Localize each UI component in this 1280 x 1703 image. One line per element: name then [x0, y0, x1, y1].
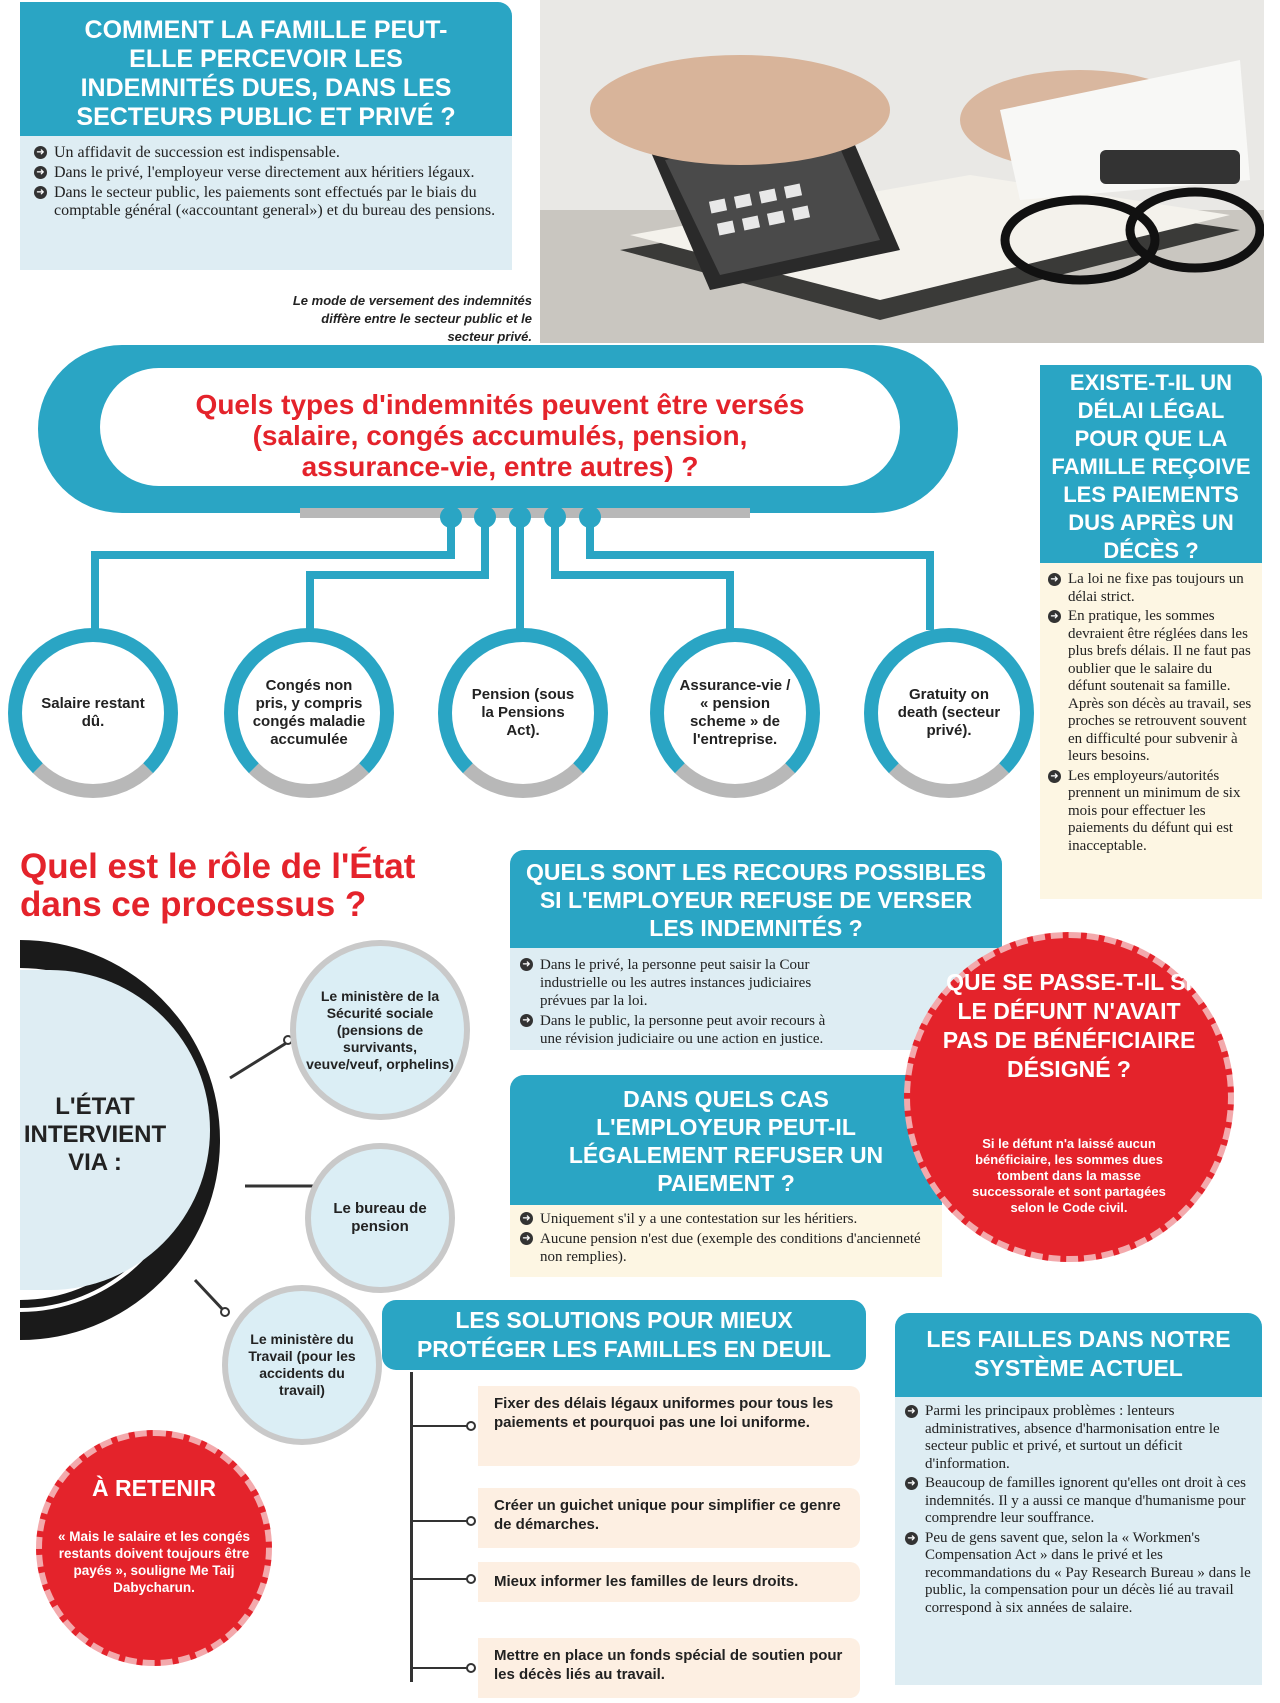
famille-title: COMMENT LA FAMILLE PEUT-ELLE PERCEVOIR LES INDEMNITÉS DUES, DANS LES SECTEURS PUBLIC ET PRIVÉ ? [20, 2, 512, 136]
solutions-tick [410, 1667, 470, 1669]
retenir-body: « Mais le salaire et les congés restants doivent toujours être payés », souligne Me Taij Dabycharun. [57, 1529, 251, 1595]
arrow-icon: ➜ [520, 1014, 533, 1027]
failles-bullets [905, 1403, 1252, 1617]
solutions-dot [466, 1663, 476, 1673]
arrow-icon: ➜ [905, 1532, 918, 1545]
arrow-icon: ➜ [520, 958, 533, 971]
solution-item: Mettre en place un fonds spécial de soutien pour les décès liés au travail. [478, 1638, 860, 1698]
type-salaire-circle: Salaire restant dû. [8, 628, 178, 798]
etat-center-label: L'ÉTAT INTERVIENT VIA : [23, 1093, 167, 1176]
arrow-icon: ➜ [1048, 610, 1061, 623]
solutions-title: LES SOLUTIONS POUR MIEUX PROTÉGER LES FAMILLES EN DEUIL [382, 1300, 866, 1370]
photo-illustration [540, 0, 1264, 343]
solutions-dot [466, 1421, 476, 1431]
beneficiaire-body: Si le défunt n'a laissé aucun bénéficiaire, les sommes dues tombent dans la masse successorale et sont partagées selon le Code civil. [972, 1136, 1166, 1215]
failles-title: LES FAILLES DANS NOTRE SYSTÈME ACTUEL [895, 1313, 1262, 1397]
solutions-tick [410, 1425, 470, 1427]
etat-bureau-circle: Le bureau de pension [305, 1143, 455, 1293]
delai-bullet: ➜ La loi ne fixe pas toujours un délai strict. [1048, 571, 1254, 606]
arrow-icon: ➜ [905, 1405, 918, 1418]
famille-box [20, 2, 512, 270]
solution-item: Mieux informer les familles de leurs droits. [478, 1562, 860, 1602]
arrow-icon: ➜ [34, 146, 47, 159]
recours-bullet: ➜ Dans le privé, la personne peut saisir la Cour industrielle ou les autres instances judiciaires prévues par la loi. [520, 956, 842, 1010]
delai-box [1040, 365, 1262, 899]
famille-body [20, 136, 512, 270]
failles-box [895, 1313, 1262, 1685]
delai-bullets [1048, 571, 1254, 855]
etat-title: Quel est le rôle de l'État dans ce processus ? [20, 847, 416, 924]
solutions-line [410, 1372, 413, 1682]
refus-bullet: ➜ Uniquement s'il y a une contestation sur les héritiers. [520, 1210, 932, 1228]
delai-bullet: ➜ Les employeurs/autorités prennent un minimum de six mois pour effectuer les paiements du défunt qui est inacceptable. [1048, 768, 1254, 856]
failles-body [895, 1397, 1262, 1685]
refus-bullet: ➜ Aucune pension n'est due (exemple des conditions d'ancienneté non remplies). [520, 1230, 932, 1266]
recours-title: QUELS SONT LES RECOURS POSSIBLES SI L'EMPLOYEUR REFUSE DE VERSER LES INDEMNITÉS ? [510, 850, 1002, 948]
arrow-icon: ➜ [1048, 770, 1061, 783]
refus-bullets [520, 1210, 932, 1266]
beneficiaire-title: QUE SE PASSE-T-IL SI LE DÉFUNT N'AVAIT PAS DE BÉNÉFICIAIRE DÉSIGNÉ ? [942, 969, 1196, 1082]
solution-item: Créer un guichet unique pour simplifier ce genre de démarches. [478, 1488, 860, 1548]
arrow-icon: ➜ [1048, 573, 1061, 586]
calculator-photo [540, 0, 1264, 343]
arrow-icon: ➜ [34, 166, 47, 179]
retenir-title: À RETENIR [92, 1475, 216, 1501]
type-assurance-circle: Assurance-vie / « pension scheme » de l'entreprise. [650, 628, 820, 798]
failles-bullet: ➜ Beaucoup de familles ignorent qu'elles ont droit à ces indemnités. Il y a aussi ce manque d'humanisme pour comprendre leur souffrance. [905, 1475, 1252, 1528]
solutions-tick [410, 1520, 470, 1522]
type-gratuity-circle: Gratuity on death (secteur privé). [864, 628, 1034, 798]
type-pension-circle: Pension (sous la Pensions Act). [438, 628, 608, 798]
arrow-icon: ➜ [520, 1232, 533, 1245]
recours-bullet: ➜ Dans le public, la personne peut avoir recours à une révision judiciaire ou une action en justice. [520, 1012, 842, 1048]
failles-bullet: ➜ Peu de gens savent que, selon la « Workmen's Compensation Act » dans le privé et les recommandations du « Pay Research Bureau » dans le public, la compensation pour un décès lié au travail correspond à six années de salaire. [905, 1530, 1252, 1618]
solutions-tick [410, 1578, 470, 1580]
delai-body [1040, 563, 1262, 899]
solutions-dot [466, 1574, 476, 1584]
famille-bullet: ➜ Dans le privé, l'employeur verse directement aux héritiers légaux. [34, 164, 498, 182]
refus-box [510, 1075, 942, 1277]
famille-bullets [34, 144, 498, 220]
delai-bullet: ➜ En pratique, les sommes devraient être réglées dans les plus brefs délais. Il ne faut pas oublier que le salaire du défunt soutenait sa famille. Après son décès au travail, ses proches se retrouvent souvent en difficulté pour subvenir à leurs besoins. [1048, 608, 1254, 766]
photo-caption: Le mode de versement des indemnités diffère entre le secteur public et le secteur privé. [292, 293, 532, 344]
arrow-icon: ➜ [520, 1212, 533, 1225]
etat-travail-circle: Le ministère du Travail (pour les accidents du travail) [222, 1285, 382, 1445]
type-conges-circle: Congés non pris, y compris congés maladie accumulée [224, 628, 394, 798]
refus-body [510, 1205, 942, 1277]
delai-title: EXISTE-T-IL UN DÉLAI LÉGAL POUR QUE LA FAMILLE REÇOIVE LES PAIEMENTS DUS APRÈS UN DÉCÈS ? [1040, 365, 1262, 563]
etat-securite-circle: Le ministère de la Sécurité sociale (pensions de survivants, veuve/veuf, orphelins) [290, 940, 470, 1120]
types-title: Quels types d'indemnités peuvent être versés (salaire, congés accumulés, pension, assurance-vie, entre autres) ? [195, 389, 805, 482]
etat-dot [220, 1307, 230, 1317]
arrow-icon: ➜ [905, 1477, 918, 1490]
famille-bullet: ➜ Dans le secteur public, les paiements sont effectués par le biais du comptable général («accountant general») et du bureau des pensions. [34, 184, 498, 220]
refus-title: DANS QUELS CAS L'EMPLOYEUR PEUT-IL LÉGALEMENT REFUSER UN PAIEMENT ? [510, 1075, 942, 1205]
failles-bullet: ➜ Parmi les principaux problèmes : lenteurs administratives, absence d'harmonisation entre le secteur public et privé, et surtout un déficit d'information. [905, 1403, 1252, 1473]
solution-item: Fixer des délais légaux uniformes pour tous les paiements et pourquoi pas une loi uniforme. [478, 1386, 860, 1466]
solutions-dot [466, 1516, 476, 1526]
famille-bullet: ➜ Un affidavit de succession est indispensable. [34, 144, 498, 162]
arrow-icon: ➜ [34, 186, 47, 199]
